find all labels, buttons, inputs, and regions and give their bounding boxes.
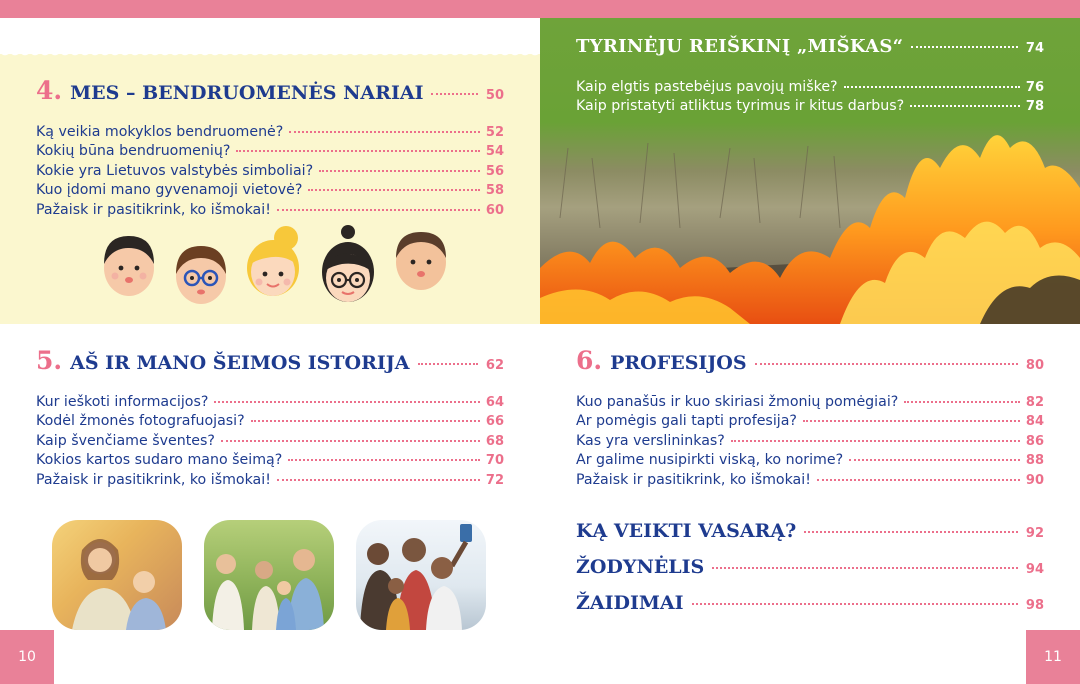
toc-item-page: 86 xyxy=(1025,433,1044,449)
dot-leader xyxy=(221,440,480,442)
dot-leader xyxy=(308,189,479,191)
toc-item-text: Kaip pristatyti atliktus tyrimus ir kitus darbus? xyxy=(576,98,905,115)
toc-item-text: Kodėl žmonės fotografuojasi? xyxy=(36,413,245,430)
dot-leader xyxy=(319,170,480,172)
toc-item-text: Kaip elgtis pastebėjus pavojų miške? xyxy=(576,79,838,95)
toc-item[interactable] xyxy=(36,202,504,221)
toc-item-text: Pažaisk ir pasitikrink, ko išmokai! xyxy=(36,201,271,218)
chapter-number: 6. xyxy=(576,346,603,375)
dot-leader xyxy=(804,531,1018,533)
grandma-face-icon xyxy=(322,225,374,302)
dot-leader xyxy=(731,440,1020,442)
toc-item-page: 56 xyxy=(485,163,504,179)
family-photo-mother-child xyxy=(52,520,182,630)
toc-item[interactable] xyxy=(36,124,504,143)
toc-item[interactable] xyxy=(36,394,504,413)
chapter-title: PROFESIJOS xyxy=(610,352,747,374)
toc-item-page: 88 xyxy=(1025,453,1044,469)
boy-glasses-face-icon xyxy=(176,246,226,304)
chapter5-heading[interactable] xyxy=(36,346,504,375)
dot-leader xyxy=(712,567,1018,569)
boy-face-icon xyxy=(104,236,154,296)
dot-leader xyxy=(277,209,480,211)
toc-item-page: 70 xyxy=(485,453,504,469)
dot-leader xyxy=(755,363,1018,365)
toc-item-text: Kokios kartos sudaro mano šeimą? xyxy=(36,452,283,469)
extra-title: ŽODYNĖLIS xyxy=(576,556,705,578)
family-photo-selfie xyxy=(356,520,486,630)
toc-item-text: Kuo panašūs ir kuo skiriasi žmonių pomėgiai? xyxy=(576,394,899,410)
community-faces-illustration xyxy=(96,224,456,308)
toc-item-page: 60 xyxy=(485,202,504,218)
chapter4-toc xyxy=(36,124,504,221)
chapter-page: 62 xyxy=(485,358,504,373)
research-title: TYRINĖJU REIŠKINĮ „MIŠKAS“ xyxy=(576,36,904,57)
dot-leader xyxy=(904,401,1020,403)
dot-leader xyxy=(911,46,1018,48)
chapter-number: 4. xyxy=(36,76,63,105)
toc-item[interactable] xyxy=(36,182,504,201)
toc-item-text: Ar galime nusipirkti viską, ko norime? xyxy=(576,452,844,469)
toc-item-text: Kokie yra Lietuvos valstybės simboliai? xyxy=(36,162,314,179)
toc-item-text: Pažaisk ir pasitikrink, ko išmokai! xyxy=(36,471,271,488)
man-face-icon xyxy=(396,232,446,290)
toc-item[interactable] xyxy=(36,143,504,162)
family-photo-picnic xyxy=(204,520,334,630)
chapter-title: AŠ IR MANO ŠEIMOS ISTORIJA xyxy=(70,352,410,374)
extra-title: ŽAIDIMAI xyxy=(576,592,684,614)
toc-item-page: 90 xyxy=(1025,472,1044,488)
toc-item-page: 84 xyxy=(1025,414,1044,430)
toc-item-text: Kuo įdomi mano gyvenamoji vietovė? xyxy=(36,182,303,199)
dot-leader xyxy=(236,150,480,152)
chapter6-heading[interactable] xyxy=(576,346,1044,375)
dot-leader xyxy=(277,479,480,481)
toc-item[interactable] xyxy=(576,452,1044,471)
extra-section-glossary[interactable] xyxy=(576,556,1044,578)
toc-item-page: 82 xyxy=(1025,395,1044,410)
scallop-edge xyxy=(0,50,540,58)
dot-leader xyxy=(910,105,1020,107)
toc-item[interactable] xyxy=(576,79,1044,98)
forest-fire-photo xyxy=(540,18,1080,324)
fire-illustration xyxy=(540,18,1080,324)
toc-item[interactable] xyxy=(576,472,1044,491)
toc-item-text: Pažaisk ir pasitikrink, ko išmokai! xyxy=(576,471,811,488)
research-toc xyxy=(576,79,1044,118)
toc-item[interactable] xyxy=(36,413,504,432)
toc-item-page: 54 xyxy=(485,144,504,160)
toc-item[interactable] xyxy=(576,98,1044,117)
extra-page: 94 xyxy=(1025,562,1044,577)
toc-item[interactable] xyxy=(36,163,504,182)
dot-leader xyxy=(214,401,480,403)
extra-section-games[interactable] xyxy=(576,592,1044,614)
toc-item-page: 72 xyxy=(485,472,504,488)
family-photo-art xyxy=(52,520,182,630)
dot-leader xyxy=(803,420,1020,422)
family-photo-art xyxy=(356,520,486,630)
toc-item[interactable] xyxy=(36,452,504,471)
toc-item[interactable] xyxy=(576,394,1044,413)
toc-item-page: 66 xyxy=(485,414,504,430)
toc-item-text: Kas yra verslininkas? xyxy=(576,432,725,449)
chapter6-toc xyxy=(576,394,1044,491)
toc-item-page: 78 xyxy=(1025,99,1044,115)
dot-leader xyxy=(849,459,1020,461)
extra-page: 98 xyxy=(1025,598,1044,613)
page-number-right: 11 xyxy=(1026,630,1080,684)
toc-item-text: Kur ieškoti informacijos? xyxy=(36,394,209,410)
chapter-title: MES – BENDRUOMENĖS NARIAI xyxy=(70,82,424,104)
family-photo-art xyxy=(204,520,334,630)
toc-item[interactable] xyxy=(36,472,504,491)
extra-title: KĄ VEIKTI VASARĄ? xyxy=(576,520,797,542)
research-heading[interactable] xyxy=(576,36,1044,57)
dot-leader xyxy=(418,363,478,365)
toc-item-text: Ką veikia mokyklos bendruomenė? xyxy=(36,124,284,140)
toc-item-page: 68 xyxy=(485,433,504,449)
dot-leader xyxy=(844,86,1020,88)
dot-leader xyxy=(817,479,1020,481)
extra-page: 92 xyxy=(1025,526,1044,541)
toc-item-text: Kaip švenčiame šventes? xyxy=(36,432,215,449)
research-page: 74 xyxy=(1025,41,1044,56)
dot-leader xyxy=(431,93,477,95)
chapter-number: 5. xyxy=(36,346,63,375)
toc-item-page: 52 xyxy=(485,125,504,140)
toc-item-text: Ar pomėgis gali tapti profesija? xyxy=(576,413,797,430)
chapter5-toc xyxy=(36,394,504,491)
toc-item[interactable] xyxy=(36,433,504,452)
toc-item[interactable] xyxy=(576,413,1044,432)
chapter-page: 80 xyxy=(1025,358,1044,373)
scallop-top xyxy=(0,18,540,54)
dot-leader xyxy=(251,420,480,422)
chapter4-heading[interactable] xyxy=(36,76,504,105)
dot-leader xyxy=(289,131,480,133)
extra-section-summer[interactable] xyxy=(576,520,1044,542)
dot-leader xyxy=(692,603,1018,605)
page-number-left: 10 xyxy=(0,630,54,684)
top-band xyxy=(0,0,1080,18)
dot-leader xyxy=(288,459,480,461)
toc-item-text: Kokių būna bendruomenių? xyxy=(36,143,231,160)
chapter-page: 50 xyxy=(485,88,504,103)
toc-item-page: 58 xyxy=(485,183,504,199)
girl-blonde-face-icon xyxy=(247,226,299,296)
toc-item-page: 64 xyxy=(485,395,504,410)
toc-item[interactable] xyxy=(576,433,1044,452)
toc-item-page: 76 xyxy=(1025,80,1044,95)
